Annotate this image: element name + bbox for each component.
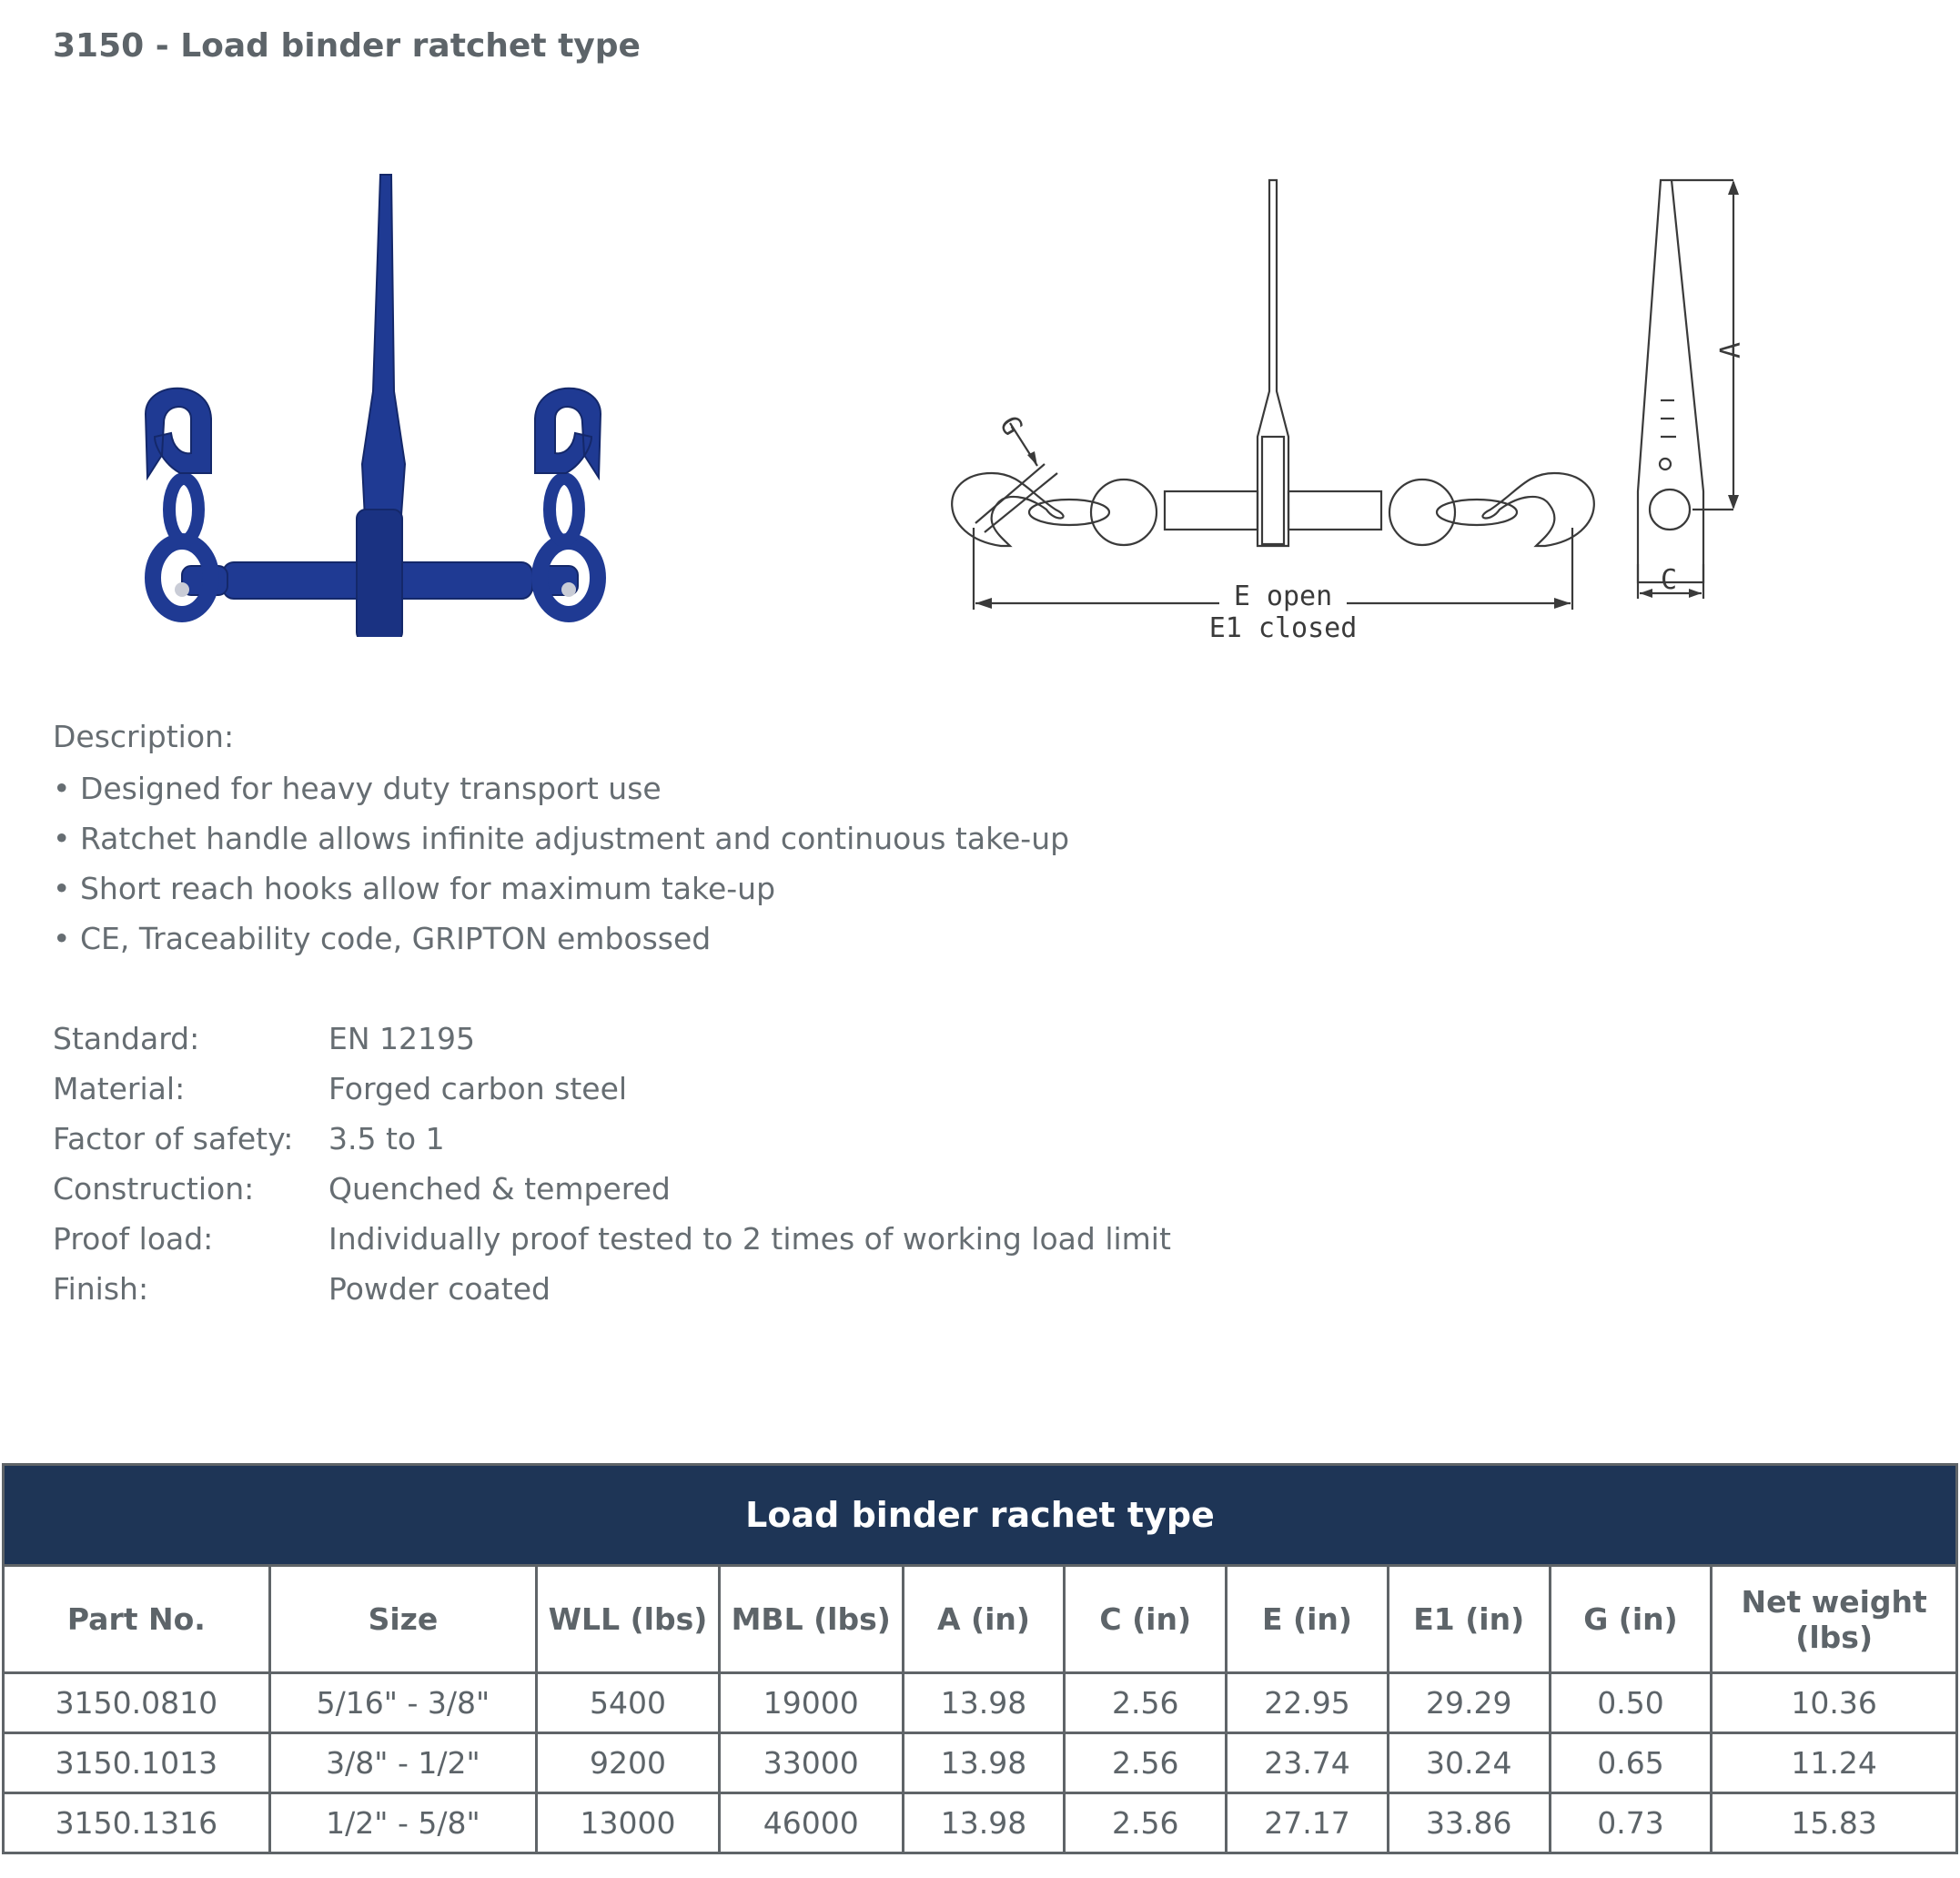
table-cell: 5400 — [537, 1673, 720, 1733]
table-cell: 15.83 — [1712, 1793, 1957, 1853]
table-cell: 23.74 — [1227, 1733, 1389, 1793]
column-header: Part No. — [4, 1566, 270, 1673]
column-header: WLL (lbs) — [537, 1566, 720, 1673]
table-cell: 3150.1316 — [4, 1793, 270, 1853]
table-cell: 5/16" - 3/8" — [269, 1673, 536, 1733]
column-header: A (in) — [903, 1566, 1065, 1673]
label-g: G — [993, 410, 1029, 441]
column-header: Size — [269, 1566, 536, 1673]
spec-value: 3.5 to 1 — [328, 1121, 445, 1156]
spec-label: Finish: — [53, 1271, 149, 1307]
table-cell: 33000 — [719, 1733, 903, 1793]
table-cell: 13000 — [537, 1793, 720, 1853]
specifications — [53, 1019, 1171, 1319]
table-cell: 46000 — [719, 1793, 903, 1853]
column-header: E (in) — [1227, 1566, 1389, 1673]
table-cell: 19000 — [719, 1673, 903, 1733]
table-cell: 1/2" - 5/8" — [269, 1793, 536, 1853]
spec-row — [53, 1069, 1171, 1119]
label-e-open: E open — [1233, 581, 1333, 612]
table-row — [4, 1793, 1957, 1853]
label-c: C — [1661, 564, 1678, 596]
table-cell: 3150.0810 — [4, 1673, 270, 1733]
description-item: • Designed for heavy duty transport use — [53, 771, 662, 806]
spec-row — [53, 1169, 1171, 1219]
spec-row — [53, 1219, 1171, 1269]
table-cell: 3/8" - 1/2" — [269, 1733, 536, 1793]
table-cell: 27.17 — [1227, 1793, 1389, 1853]
table-cell: 3150.1013 — [4, 1733, 270, 1793]
table-row — [4, 1673, 1957, 1733]
page-title: 3150 - Load binder ratchet type — [53, 27, 641, 65]
table-cell: 11.24 — [1712, 1733, 1957, 1793]
spec-row — [53, 1019, 1171, 1069]
column-header: MBL (lbs) — [719, 1566, 903, 1673]
spec-label: Proof load: — [53, 1221, 214, 1257]
description-item: • Short reach hooks allow for maximum take-up — [53, 871, 776, 906]
label-a: A — [1715, 341, 1747, 359]
spec-label: Material: — [53, 1071, 186, 1106]
column-header: G (in) — [1550, 1566, 1712, 1673]
product-photo — [127, 164, 637, 637]
table-cell: 2.56 — [1065, 1793, 1227, 1853]
table-cell: 0.73 — [1550, 1793, 1712, 1853]
table-cell: 13.98 — [903, 1733, 1065, 1793]
table-cell: 22.95 — [1227, 1673, 1389, 1733]
column-header: C (in) — [1065, 1566, 1227, 1673]
label-e1-closed: E1 closed — [1208, 612, 1358, 644]
table-cell: 2.56 — [1065, 1673, 1227, 1733]
description-list — [53, 769, 1069, 969]
technical-drawing — [919, 164, 1774, 655]
spec-value: Individually proof tested to 2 times of working load limit — [328, 1221, 1171, 1257]
spec-value: EN 12195 — [328, 1021, 476, 1056]
spec-value: Quenched & tempered — [328, 1171, 671, 1207]
table-cell: 0.50 — [1550, 1673, 1712, 1733]
spec-label: Factor of safety: — [53, 1121, 294, 1156]
spec-value: Forged carbon steel — [328, 1071, 628, 1106]
column-header: Net weight (lbs) — [1712, 1566, 1957, 1673]
table-title: Load binder rachet type — [4, 1465, 1957, 1566]
table-cell: 33.86 — [1388, 1793, 1550, 1853]
description-heading: Description: — [53, 719, 235, 754]
table-row — [4, 1733, 1957, 1793]
spec-value: Powder coated — [328, 1271, 551, 1307]
table-cell: 9200 — [537, 1733, 720, 1793]
spec-row — [53, 1269, 1171, 1319]
spec-label: Construction: — [53, 1171, 255, 1207]
description-item: • CE, Traceability code, GRIPTON embossed — [53, 921, 712, 956]
table-cell: 0.65 — [1550, 1733, 1712, 1793]
table-cell: 2.56 — [1065, 1733, 1227, 1793]
table-cell: 10.36 — [1712, 1673, 1957, 1733]
table-cell: 13.98 — [903, 1793, 1065, 1853]
description-item: • Ratchet handle allows infinite adjustment and continuous take-up — [53, 821, 1070, 856]
table-cell: 30.24 — [1388, 1733, 1550, 1793]
spec-label: Standard: — [53, 1021, 200, 1056]
column-header: E1 (in) — [1388, 1566, 1550, 1673]
table-cell: 29.29 — [1388, 1673, 1550, 1733]
spec-row — [53, 1119, 1171, 1169]
product-table — [2, 1463, 1958, 1854]
table-cell: 13.98 — [903, 1673, 1065, 1733]
